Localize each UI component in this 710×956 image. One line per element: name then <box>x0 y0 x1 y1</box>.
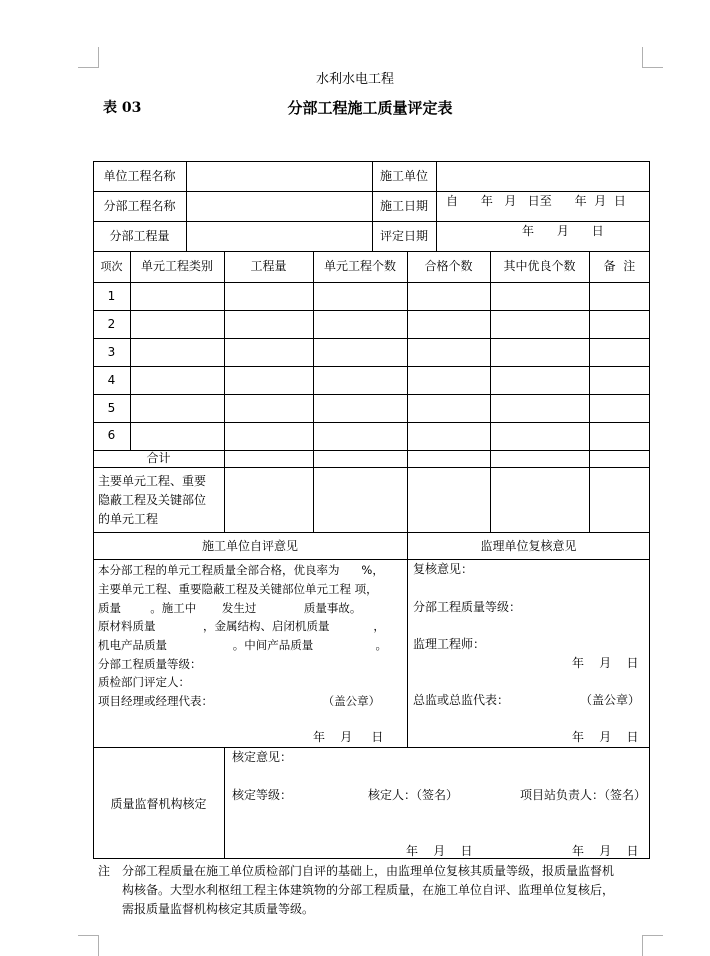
label-construction-date: 施工日期 <box>379 199 428 213</box>
self-eval-line: 分部工程质量等级： <box>98 657 202 671</box>
label-evaluation-date: 评定日期 <box>379 229 428 243</box>
site-head-label: 项目站负责人：（签名） <box>520 788 647 802</box>
approver-label: 核定人：（签名） <box>368 788 459 802</box>
rule <box>93 532 650 533</box>
crop-mark-top-left <box>78 47 99 68</box>
col-header-item: 项次 <box>100 260 123 273</box>
rule <box>93 559 650 560</box>
self-eval-line: 机电产品质量 。中间产品质量 。 <box>98 638 387 652</box>
supervision-header: 监理单位复核意见 <box>480 539 577 553</box>
rule <box>589 251 590 532</box>
rule <box>93 251 650 252</box>
rule <box>186 161 187 251</box>
approval-grade-label: 核定等级： <box>232 788 293 802</box>
table-number: 表 03 <box>103 100 142 116</box>
rule <box>407 532 408 747</box>
rule <box>93 282 650 283</box>
rule <box>93 422 650 423</box>
row-number: 2 <box>107 317 116 331</box>
rule <box>130 251 131 450</box>
supervision-seal: （盖公章） <box>580 693 641 707</box>
rule <box>224 747 225 859</box>
page-title: 分部工程施工质量评定表 <box>287 99 453 117</box>
evaluation-date-value: 年 月 日 <box>522 224 604 238</box>
self-eval-line: 项目经理或经理代表： （盖公章） <box>98 694 381 708</box>
rule <box>93 467 650 468</box>
label-sub-project-name: 分部工程名称 <box>103 199 176 213</box>
self-eval-line: 主要单元工程、重要隐蔽工程及关键部位单元工程 项， <box>98 582 378 596</box>
note-line: 需报质量监督机构核定其质量等级。 <box>122 902 315 916</box>
review-opinion-label: 复核意见： <box>413 562 474 576</box>
rule <box>93 310 650 311</box>
col-header-quantity: 工程量 <box>250 259 287 273</box>
note-label: 注 <box>98 864 111 878</box>
rule <box>93 394 650 395</box>
quality-org-label: 质量监督机构核定 <box>110 797 207 811</box>
supervision-grade-label: 分部工程质量等级： <box>413 600 522 614</box>
col-header-remarks: 备 注 <box>603 259 636 273</box>
row-number: 4 <box>107 373 116 387</box>
col-header-unit-count: 单元工程个数 <box>323 259 396 273</box>
row-number: 5 <box>107 401 116 415</box>
row-number: 3 <box>107 345 116 359</box>
label-construction-unit: 施工单位 <box>379 169 428 183</box>
self-eval-date: 年 月 日 <box>313 730 384 744</box>
note-line: 分部工程质量在施工单位质检部门自评的基础上，由监理单位复核其质量等级，报质量监督机 <box>122 864 615 878</box>
self-eval-header: 施工单位自评意见 <box>201 539 298 553</box>
rule <box>224 251 225 532</box>
self-eval-line: 本分部工程的单元工程质量全部合格，优良率为 %， <box>98 563 384 577</box>
page-header: 水利水电工程 <box>315 72 394 87</box>
row-number: 6 <box>107 428 116 442</box>
construction-date-value: 自 年 月 日至 年 月 日 <box>446 194 626 208</box>
label-unit-project-name: 单位工程名称 <box>103 169 176 183</box>
key-units-label-1: 主要单元工程、重要 <box>98 474 207 488</box>
key-units-label-3: 的单元工程 <box>98 512 159 526</box>
note-line: 构核备。大型水利枢纽工程主体建筑物的分部工程质量，在施工单位自评、监理单位复核后， <box>122 883 615 897</box>
col-header-excellent-count: 其中优良个数 <box>503 259 576 273</box>
self-eval-line: 质量 。施工中 发生过 质量事故。 <box>98 601 362 615</box>
supervision-date-2: 年 月 日 <box>572 730 639 744</box>
self-eval-line: 原材料质量 ，金属结构、启闭机质量 ， <box>98 619 385 633</box>
total-label: 合计 <box>146 451 171 465</box>
col-header-unit-type: 单元工程类别 <box>140 259 213 273</box>
approval-date-2: 年 月 日 <box>572 844 639 858</box>
approval-opinion-label: 核定意见： <box>232 750 293 764</box>
row-number: 1 <box>107 289 116 303</box>
rule <box>407 251 408 532</box>
rule <box>93 747 650 748</box>
rule <box>93 338 650 339</box>
key-units-label-2: 隐蔽工程及关键部位 <box>98 493 207 507</box>
self-eval-line: 质检部门评定人： <box>98 675 190 689</box>
rule <box>490 251 491 532</box>
rule <box>436 161 437 251</box>
chief-rep-label: 总监或总监代表： <box>413 693 510 707</box>
col-header-qualified-count: 合格个数 <box>424 259 473 273</box>
approval-date-1: 年 月 日 <box>406 844 473 858</box>
supervision-engineer-label: 监理工程师： <box>413 637 486 651</box>
label-sub-project-quantity: 分部工程量 <box>109 229 170 243</box>
crop-mark-top-right <box>642 47 663 68</box>
rule <box>313 251 314 532</box>
rule <box>93 366 650 367</box>
supervision-date-1: 年 月 日 <box>572 656 639 670</box>
